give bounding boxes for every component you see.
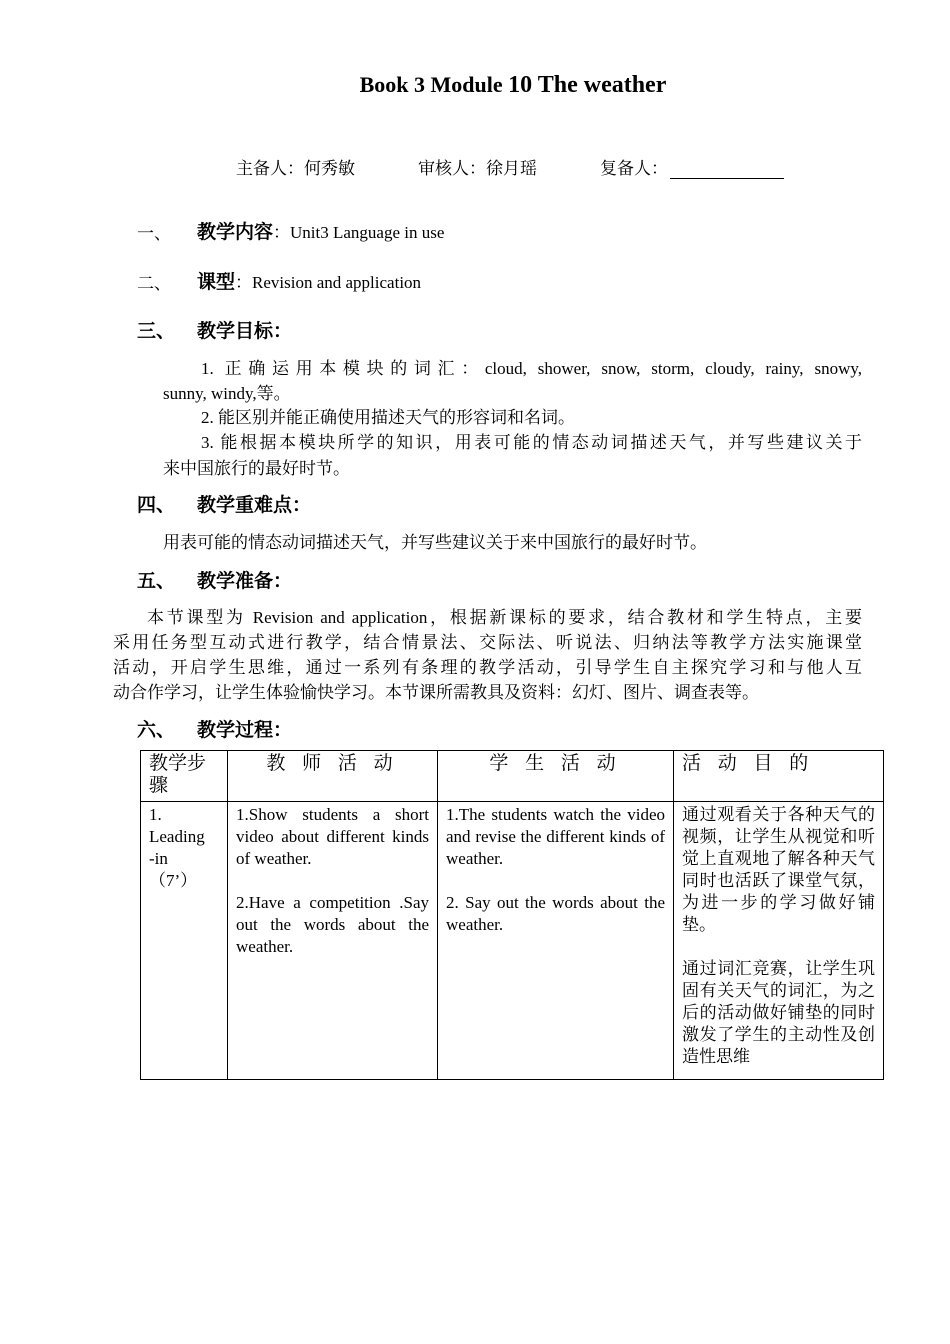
- table-header-row: [141, 751, 884, 802]
- header-teacher-activity: 教 师 活 动: [228, 751, 438, 802]
- section-6-number: 六、: [137, 720, 176, 741]
- preparation-line-3: 活动，开启学生思维，通过一系列有条理的教学活动，引导学生自主探究学习和与他人互: [113, 658, 862, 677]
- section-4-number: 四、: [137, 495, 176, 516]
- section-1-text: Unit3 Language in use: [290, 223, 445, 242]
- header-step: 教学步骤: [141, 751, 228, 802]
- section-4-text: 用表可能的情态动词描述天气，并写些建议关于来中国旅行的最好时节。: [163, 533, 707, 552]
- step-number: 1.: [149, 805, 162, 824]
- title-part1: Book 3 Module: [359, 72, 509, 97]
- purpose-cell: [674, 802, 884, 1080]
- teacher-activity-cell: [228, 802, 438, 1080]
- section-6-label: 教学过程：: [197, 720, 293, 741]
- preparation-line-4: 动合作学习，让学生体验愉快学习。本节课所需教具及资料：幻灯、图片、调查表等。: [113, 683, 759, 702]
- table-row: [141, 802, 884, 1080]
- co-preparer-label: 复备人：: [600, 159, 668, 178]
- step-duration: （7’）: [149, 871, 198, 890]
- objective-1-line-2: sunny, windy,等。: [163, 384, 291, 403]
- preparation-line-1: 本节课型为 Revision and application，根据新课标的要求，结合教材和学生特点，主要: [147, 608, 862, 627]
- section-3-number: 三、: [137, 321, 176, 342]
- title-num: 10: [508, 72, 533, 98]
- step-cell: [141, 802, 228, 1080]
- step-name-1: Leading: [149, 827, 205, 846]
- section-5-number: 五、: [137, 571, 176, 592]
- objective-3-line-2: 来中国旅行的最好时节。: [163, 459, 350, 478]
- teacher-activity-1: 1.Show students a short video about different kinds of weather.: [236, 805, 429, 868]
- co-preparer-blank[interactable]: [670, 160, 784, 179]
- reviewer-label: 审核人：: [418, 159, 486, 178]
- colon: ：: [273, 223, 291, 242]
- chief-label: 主备人：: [236, 159, 304, 178]
- objective-3-line-1: 3. 能根据本模块所学的知识，用表可能的情态动词描述天气，并写些建议关于: [201, 433, 862, 452]
- title-part2: The weather: [532, 72, 667, 98]
- section-4-label: 教学重难点：: [197, 495, 312, 516]
- section-2-text: Revision and application: [252, 273, 422, 292]
- header-student-activity: 学 生 活 动: [438, 751, 674, 802]
- student-activity-cell: [438, 802, 674, 1080]
- section-2-number: 二、: [137, 274, 171, 293]
- section-1-number: 一、: [137, 224, 171, 243]
- reviewer: [418, 154, 537, 179]
- objective-1-line-1: 1. 正确运用本模块的词汇：cloud, shower, snow, storm, cloudy, rainy, snowy,: [201, 359, 862, 378]
- colon: ：: [235, 273, 253, 292]
- section-3-label: 教学目标：: [197, 321, 293, 342]
- section-5-label: 教学准备：: [197, 571, 293, 592]
- header-purpose: 活 动 目 的: [674, 751, 884, 802]
- section-2-label: 课型: [197, 272, 236, 293]
- preparation-line-2: 采用任务型互动式进行教学，结合情景法、交际法、听说法、归纳法等教学方法实施课堂: [113, 633, 862, 652]
- step-name-2: -in: [149, 849, 168, 868]
- section-1-label: 教学内容: [197, 222, 274, 243]
- section-1-heading: [197, 217, 444, 244]
- chief-preparer: [236, 154, 355, 179]
- purpose-1: 通过观看关于各种天气的视频，让学生从视觉和听觉上直观地了解各种天气同时也活跃了课堂气氛，为进一步的学习做好铺垫。: [682, 805, 875, 934]
- page-title: [0, 72, 950, 99]
- teaching-process-table: [140, 750, 884, 1080]
- purpose-2: 通过词汇竞赛，让学生巩固有关天气的词汇，为之后的活动做好铺垫的同时激发了学生的主动性及创造性思维: [682, 959, 875, 1066]
- teacher-activity-2: 2.Have a competition .Say out the words about the weather.: [236, 893, 429, 956]
- co-preparer: [600, 154, 784, 179]
- reviewer-name: 徐月瑶: [486, 159, 537, 178]
- student-activity-1: 1.The students watch the video and revise the different kinds of weather.: [446, 805, 665, 868]
- objective-2: 2. 能区别并能正确使用描述天气的形容词和名词。: [201, 408, 575, 427]
- chief-name: 何秀敏: [304, 159, 355, 178]
- section-2-heading: [197, 267, 421, 294]
- student-activity-2: 2. Say out the words about the weather.: [446, 893, 665, 934]
